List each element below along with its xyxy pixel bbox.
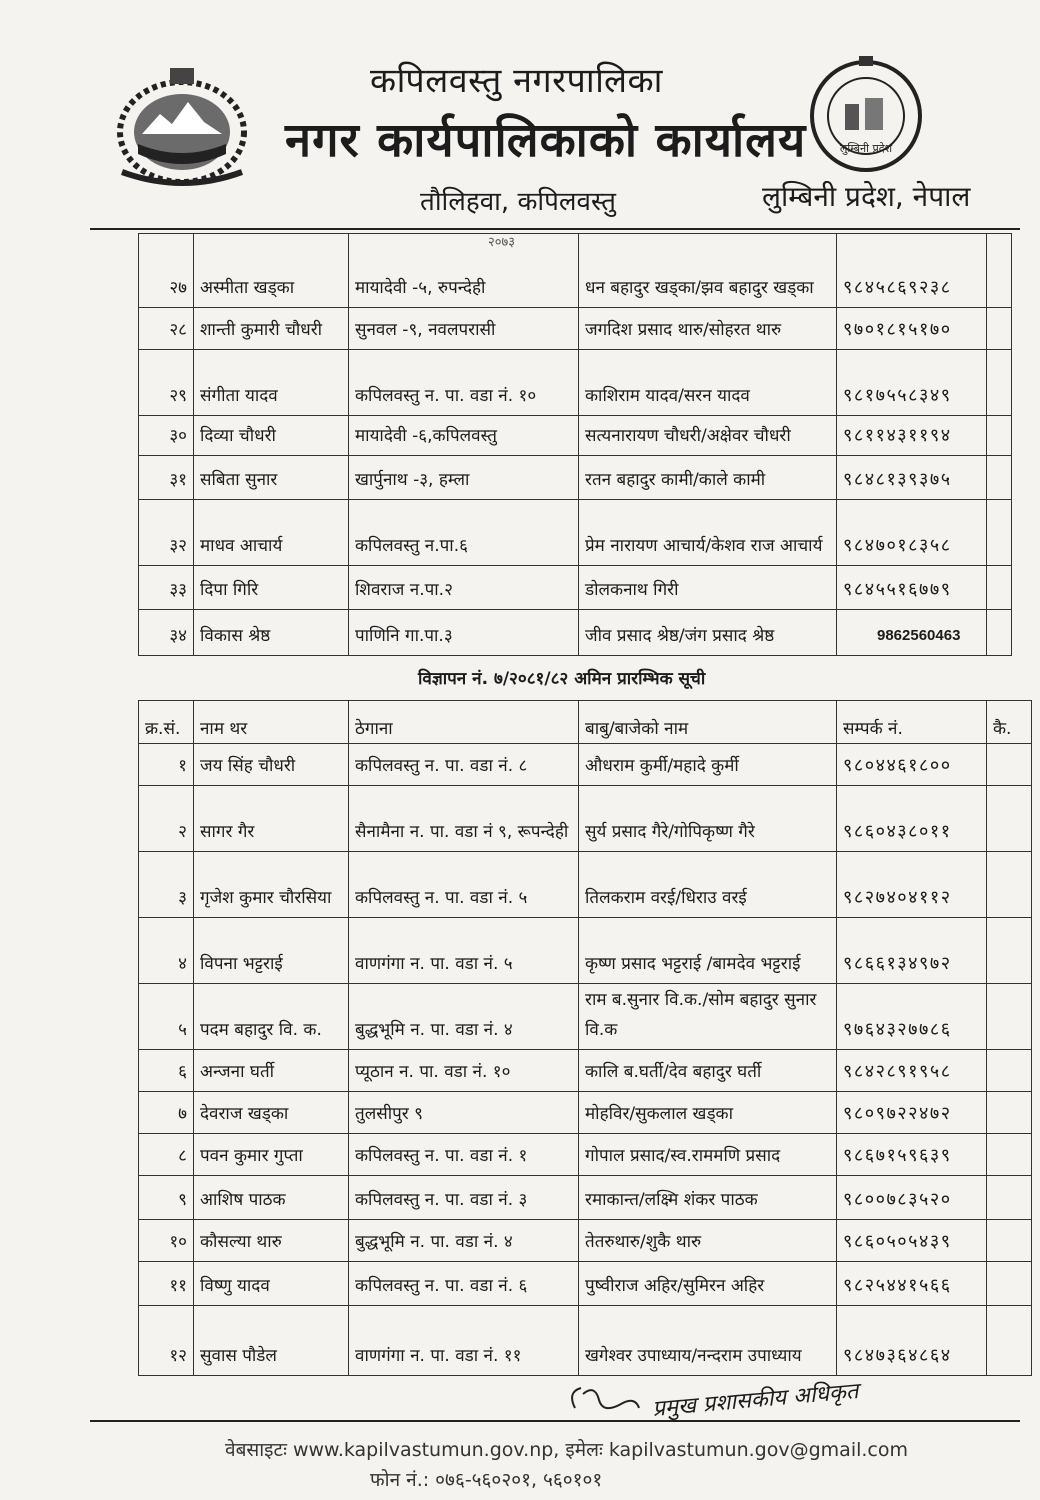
parent-names: खगेश्वर उपाध्याय/नन्दराम उपाध्याय: [579, 1306, 837, 1376]
address: वाणगंगा न. पा. वडा नं. ५: [349, 918, 579, 984]
parent-names: कृष्ण प्रसाद भट्टराई /बामदेव भट्टराई: [579, 918, 837, 984]
parent-names: तिलकराम वरई/धिराउ वरई: [579, 852, 837, 918]
address: शिवराज न.पा.२: [349, 566, 579, 610]
remarks-cell: [987, 1220, 1032, 1262]
address: सैनामैना न. पा. वडा नं ९, रूपन्देही: [349, 786, 579, 852]
serial-number: १२: [139, 1306, 194, 1376]
phone-number: ९७६४३२७७८६: [837, 984, 987, 1050]
applicant-name: पदम बहादुर वि. क.: [194, 984, 349, 1050]
table-row: [139, 456, 1012, 500]
parent-names: प्रेम नारायण आचार्य/केशव राज आचार्य: [579, 500, 837, 566]
address: कपिलवस्तु न. पा. वडा नं. ३: [349, 1176, 579, 1220]
table-row: [139, 918, 1032, 984]
phone-number: ९८६०४३८०११: [837, 786, 987, 852]
table-row: [139, 1306, 1032, 1376]
serial-number: २: [139, 786, 194, 852]
phone-number: ९७०१८१५१७०: [837, 308, 987, 350]
applicant-name: विष्णु यादव: [194, 1262, 349, 1306]
applicant-name: सुवास पौडेल: [194, 1306, 349, 1376]
parent-names: तेतरुथारु/शुकै थारु: [579, 1220, 837, 1262]
remarks-cell: [987, 500, 1012, 566]
phone-number: ९८०४४६१८००: [837, 744, 987, 786]
footer-contact-phone: फोन नं.: ०७६-५६०२०१, ५६०१०१: [370, 1469, 603, 1491]
address: प्यूठान न. पा. वडा नं. १०: [349, 1050, 579, 1092]
parent-names: रतन बहादुर कामी/काले कामी: [579, 456, 837, 500]
phone-number: ९८४२८९१९५८: [837, 1050, 987, 1092]
remarks-cell: [987, 350, 1012, 416]
address: मायादेवी -६,कपिलवस्तु: [349, 416, 579, 456]
office-location: तौलिहवा, कपिलवस्तु: [420, 187, 616, 217]
applicant-name: जय सिंह चौधरी: [194, 744, 349, 786]
address: वाणगंगा न. पा. वडा नं. ११: [349, 1306, 579, 1376]
address: कपिलवस्तु न. पा. वडा नं. ८: [349, 744, 579, 786]
remarks-cell: [987, 1050, 1032, 1092]
header-divider: [90, 228, 1020, 230]
parent-names: सत्यनारायण चौधरी/अक्षेवर चौधरी: [579, 416, 837, 456]
serial-number: ११: [139, 1262, 194, 1306]
serial-number: ३३: [139, 566, 194, 610]
applicant-name: गृजेश कुमार चौरसिया: [194, 852, 349, 918]
applicant-name: आशिष पाठक: [194, 1176, 349, 1220]
applicant-name: देवराज खड्का: [194, 1092, 349, 1134]
address: खार्पुनाथ -३, हम्ला: [349, 456, 579, 500]
phone-number: ९८१७५५८३४९: [837, 350, 987, 416]
advertisement-caption: विज्ञापन नं. ७/२०८१/८२ अमिन प्रारम्भिक सूची: [418, 669, 706, 689]
applicant-name: सागर गैर: [194, 786, 349, 852]
header-parents: बाबु/बाजेको नाम: [579, 701, 837, 744]
parent-names: गोपाल प्रसाद/स्व.राममणि प्रसाद: [579, 1134, 837, 1176]
remarks-cell: [987, 918, 1032, 984]
seal-caption: लुम्बिनी प्रदेश: [839, 142, 893, 155]
phone-number: ९८४५८६९२३८: [837, 234, 987, 308]
header-name: नाम थर: [194, 701, 349, 744]
table-row: [139, 1050, 1032, 1092]
applicant-name: विकास श्रेष्ठ: [194, 610, 349, 656]
province-name: लुम्बिनी प्रदेश, नेपाल: [762, 180, 971, 213]
table-row: [139, 308, 1012, 350]
remarks-cell: [987, 1262, 1032, 1306]
address: तुलसीपुर ९: [349, 1092, 579, 1134]
serial-number: २९: [139, 350, 194, 416]
remarks-cell: [987, 1092, 1032, 1134]
parent-names: जीव प्रसाद श्रेष्ठ/जंग प्रसाद श्रेष्ठ: [579, 610, 837, 656]
serial-number: १०: [139, 1220, 194, 1262]
remarks-cell: [987, 1134, 1032, 1176]
serial-number: २८: [139, 308, 194, 350]
remarks-cell: [987, 234, 1012, 308]
applicant-table-continued: [138, 233, 1012, 656]
parent-names: डोलकनाथ गिरी: [579, 566, 837, 610]
phone-number: ९८०९७२२४७२: [837, 1092, 987, 1134]
table-row: [139, 786, 1032, 852]
phone-number: 9862560463: [837, 610, 987, 656]
serial-number: २७: [139, 234, 194, 308]
serial-number: ३१: [139, 456, 194, 500]
remarks-cell: [987, 786, 1032, 852]
footer-divider: [90, 1420, 1020, 1422]
parent-names: पुष्वीराज अहिर/सुमिरन अहिर: [579, 1262, 837, 1306]
parent-names: धन बहादुर खड्का/झव बहादुर खड्का: [579, 234, 837, 308]
phone-number: ९८२७४०४११२: [837, 852, 987, 918]
phone-number: ९८६०५०५४३९: [837, 1220, 987, 1262]
serial-number: ९: [139, 1176, 194, 1220]
header-phone: सम्पर्क नं.: [837, 701, 987, 744]
table-row: [139, 1134, 1032, 1176]
serial-number: ५: [139, 984, 194, 1050]
phone-number: ९८६६१३४९७२: [837, 918, 987, 984]
footer-contact-web: वेबसाइटः www.kapilvastumun.gov.np, इमेलः kapilvastumun.gov@gmail.com: [225, 1439, 908, 1461]
serial-number: ७: [139, 1092, 194, 1134]
parent-names: औधराम कुर्मी/महादे कुर्मी: [579, 744, 837, 786]
table-row: [139, 984, 1032, 1050]
remarks-cell: [987, 852, 1032, 918]
applicant-name: कौसल्या थारु: [194, 1220, 349, 1262]
phone-number: ९८००७८३५२०: [837, 1176, 987, 1220]
serial-number: ४: [139, 918, 194, 984]
applicant-name: सबिता सुनार: [194, 456, 349, 500]
remarks-cell: [987, 1176, 1032, 1220]
table-row: [139, 500, 1012, 566]
phone-number: ९८४५५१६७७९: [837, 566, 987, 610]
parent-names: जगदिश प्रसाद थारु/सोहरत थारु: [579, 308, 837, 350]
phone-number: ९८११४३११९४: [837, 416, 987, 456]
phone-number: ९८४७३६४८६४: [837, 1306, 987, 1376]
signature-title: प्रमुख प्रशासकीय अधिकृत: [651, 1379, 860, 1422]
remarks-cell: [987, 416, 1012, 456]
header-address: ठेगाना: [349, 701, 579, 744]
header-sn: क्र.सं.: [139, 701, 194, 744]
address: पाणिनि गा.पा.३: [349, 610, 579, 656]
phone-number: ९८४७०१८३५८: [837, 500, 987, 566]
table-row: [139, 1176, 1032, 1220]
table-row: [139, 234, 1012, 308]
address: कपिलवस्तु न. पा. वडा नं. १: [349, 1134, 579, 1176]
parent-names: रमाकान्त/लक्ष्मि शंकर पाठक: [579, 1176, 837, 1220]
phone-number: ९८६७१५९६३९: [837, 1134, 987, 1176]
address: कपिलवस्तु न.पा.६: [349, 500, 579, 566]
phone-number: ९८४८१३९३७५: [837, 456, 987, 500]
applicant-name: माधव आचार्य: [194, 500, 349, 566]
table-row: [139, 852, 1032, 918]
table-header-row: [139, 701, 1032, 744]
remarks-cell: [987, 610, 1012, 656]
amin-preliminary-list-table: [138, 700, 1032, 1376]
table-row: [139, 566, 1012, 610]
serial-number: ३२: [139, 500, 194, 566]
municipality-name: कपिलवस्तु नगरपालिका: [370, 61, 663, 101]
table-row: [139, 350, 1012, 416]
applicant-name: अन्जना घर्ती: [194, 1050, 349, 1092]
remarks-cell: [987, 566, 1012, 610]
serial-number: ८: [139, 1134, 194, 1176]
table-row: [139, 416, 1012, 456]
office-name: नगर कार्यपालिकाको कार्यालय: [285, 113, 807, 168]
address: सुनवल -९, नवलपरासी: [349, 308, 579, 350]
municipality-seal-icon: [805, 52, 927, 174]
table-row: [139, 610, 1012, 656]
address: कपिलवस्तु न. पा. वडा नं. ५: [349, 852, 579, 918]
parent-names: सुर्य प्रसाद गैरे/गोपिकृष्ण गैरे: [579, 786, 837, 852]
remarks-cell: [987, 744, 1032, 786]
serial-number: ३०: [139, 416, 194, 456]
nepal-emblem-icon: [108, 62, 256, 192]
applicant-name: संगीता यादव: [194, 350, 349, 416]
table-row: [139, 1220, 1032, 1262]
address: बुद्धभूमि न. पा. वडा नं. ४: [349, 1220, 579, 1262]
stamp-number: २०७३: [488, 235, 516, 250]
parent-names: काशिराम यादव/सरन यादव: [579, 350, 837, 416]
remarks-cell: [987, 456, 1012, 500]
phone-number: ९८२५४४१५६६: [837, 1262, 987, 1306]
applicant-name: पवन कुमार गुप्ता: [194, 1134, 349, 1176]
serial-number: ६: [139, 1050, 194, 1092]
applicant-name: विपना भट्टराई: [194, 918, 349, 984]
applicant-name: शान्ती कुमारी चौधरी: [194, 308, 349, 350]
parent-names: कालि ब.घर्ती/देव बहादुर घर्ती: [579, 1050, 837, 1092]
parent-names: मोहविर/सुकलाल खड्का: [579, 1092, 837, 1134]
applicant-name: दिव्या चौधरी: [194, 416, 349, 456]
serial-number: ३: [139, 852, 194, 918]
parent-names: राम ब.सुनार वि.क./सोम बहादुर सुनार वि.क: [579, 984, 837, 1050]
serial-number: ३४: [139, 610, 194, 656]
header-remarks: कै.: [987, 701, 1032, 744]
address: बुद्धभूमि न. पा. वडा नं. ४: [349, 984, 579, 1050]
serial-number: १: [139, 744, 194, 786]
table-row: [139, 744, 1032, 786]
address: कपिलवस्तु न. पा. वडा नं. ६: [349, 1262, 579, 1306]
remarks-cell: [987, 308, 1012, 350]
table-row: [139, 1092, 1032, 1134]
address: कपिलवस्तु न. पा. वडा नं. १०: [349, 350, 579, 416]
letterhead: [0, 0, 1040, 250]
applicant-name: दिपा गिरि: [194, 566, 349, 610]
applicant-name: अस्मीता खड्का: [194, 234, 349, 308]
remarks-cell: [987, 1306, 1032, 1376]
table-row: [139, 1262, 1032, 1306]
remarks-cell: [987, 984, 1032, 1050]
address: मायादेवी -५, रुपन्देही: [349, 234, 579, 308]
